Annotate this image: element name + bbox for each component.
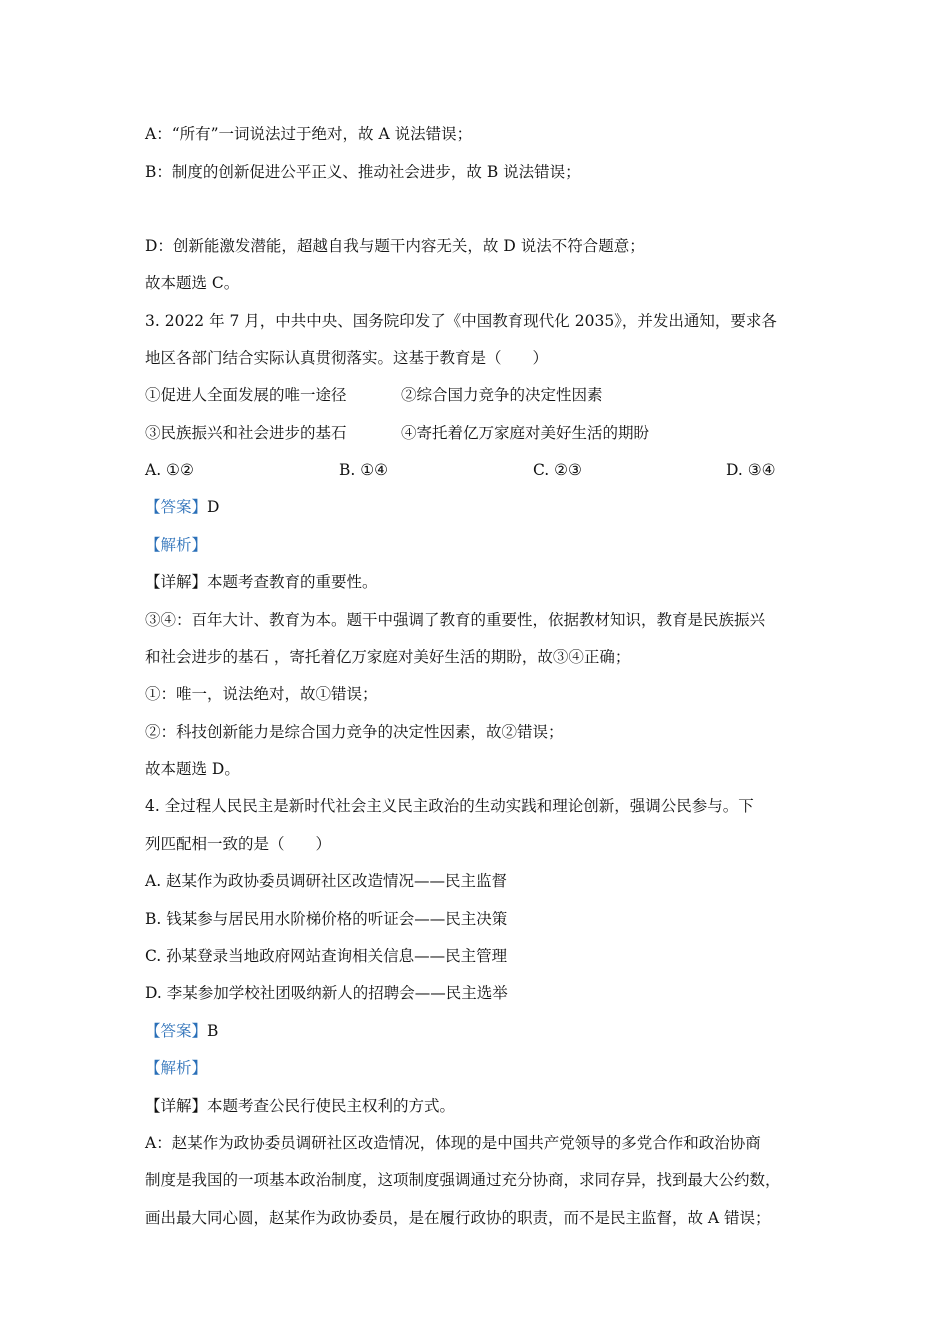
- q4-option-c: C. 孙某登录当地政府网站查询相关信息——民主管理: [145, 947, 508, 965]
- prev-explanation-a: A：“所有”一词说法过于绝对，故 A 说法错误；: [145, 125, 473, 143]
- answer-value: B: [207, 1022, 219, 1040]
- q3-explanation-2: 和社会进步的基石 ，寄托着亿万家庭对美好生活的期盼，故③④正确；: [145, 648, 631, 666]
- q3-option-c: C. ②③: [533, 461, 582, 479]
- q3-answer: [145, 497, 219, 517]
- q3-option-a: A. ①②: [145, 461, 194, 479]
- q3-detail: [145, 572, 378, 592]
- q4-stem-line-2: 列匹配相一致的是（ ）: [145, 835, 332, 853]
- q4-answer: [145, 1021, 218, 1041]
- q4-detail: [145, 1096, 455, 1116]
- q4-explanation-2: 制度是我国的一项基本政治制度，这项制度强调通过充分协商，求同存异，找到最大公约数，: [145, 1171, 781, 1189]
- prev-conclusion: 故本题选 C。: [145, 274, 240, 292]
- q3-stem-line-2: 地区各部门结合实际认真贯彻落实。这基于教育是（ ）: [145, 349, 549, 367]
- q4-explanation-3: 画出最大同心圆，赵某作为政协委员，是在履行政协的职责，而不是民主监督，故 A 错误；: [145, 1209, 771, 1227]
- q4-option-d: D. 李某参加学校社团吸纳新人的招聘会——民主选举: [145, 984, 508, 1002]
- answer-tag: 【答案】: [145, 498, 208, 516]
- q3-explanation-1: ③④：百年大计、教育为本。题干中强调了教育的重要性，依据教材知识，教育是民族振兴: [145, 611, 766, 629]
- q3-option-d: D. ③④: [726, 461, 776, 479]
- detail-tag: 【详解】: [145, 573, 208, 591]
- q4-option-b: B. 钱某参与居民用水阶梯价格的听证会——民主决策: [145, 910, 508, 928]
- detail-text: 本题考查公民行使民主权利的方式。: [207, 1097, 456, 1115]
- detail-text: 本题考查教育的重要性。: [207, 573, 378, 591]
- q3-explanation-3: ①：唯一，说法绝对，故①错误；: [145, 685, 378, 703]
- q3-item-4: ④寄托着亿万家庭对美好生活的期盼: [401, 424, 650, 442]
- q4-option-a: A. 赵某作为政协委员调研社区改造情况——民主监督: [145, 872, 508, 890]
- q4-stem-line-1: 4. 全过程人民民主是新时代社会主义民主政治的生动实践和理论创新，强调公民参与。下: [145, 797, 754, 815]
- q3-item-row-1: [145, 385, 603, 405]
- q3-item-3: ③民族振兴和社会进步的基石: [145, 424, 347, 442]
- q3-option-b: B. ①④: [339, 461, 389, 479]
- answer-value: D: [207, 498, 220, 516]
- q3-item-1: ①促进人全面发展的唯一途径: [145, 386, 347, 404]
- q4-analysis-tag: 【解析】: [145, 1059, 208, 1077]
- detail-tag: 【详解】: [145, 1097, 208, 1115]
- q3-analysis-tag: 【解析】: [145, 536, 208, 554]
- prev-explanation-b: B：制度的创新促进公平正义、推动社会进步，故 B 说法错误；: [145, 163, 581, 181]
- q3-conclusion: 故本题选 D。: [145, 760, 240, 778]
- q3-item-2: ②综合国力竞争的决定性因素: [401, 386, 603, 404]
- q3-explanation-4: ②：科技创新能力是综合国力竞争的决定性因素，故②错误；: [145, 723, 564, 741]
- q4-explanation-1: A：赵某作为政协委员调研社区改造情况，体现的是中国共产党领导的多党合作和政治协商: [145, 1134, 761, 1152]
- q3-item-row-2: [145, 423, 650, 443]
- answer-tag: 【答案】: [145, 1022, 208, 1040]
- q3-stem-line-1: 3. 2022 年 7 月，中共中央、国务院印发了《中国教育现代化 2035》，并发出通知，要求各: [145, 312, 777, 330]
- prev-explanation-d: D：创新能激发潜能，超越自我与题干内容无关，故 D 说法不符合题意；: [145, 237, 645, 255]
